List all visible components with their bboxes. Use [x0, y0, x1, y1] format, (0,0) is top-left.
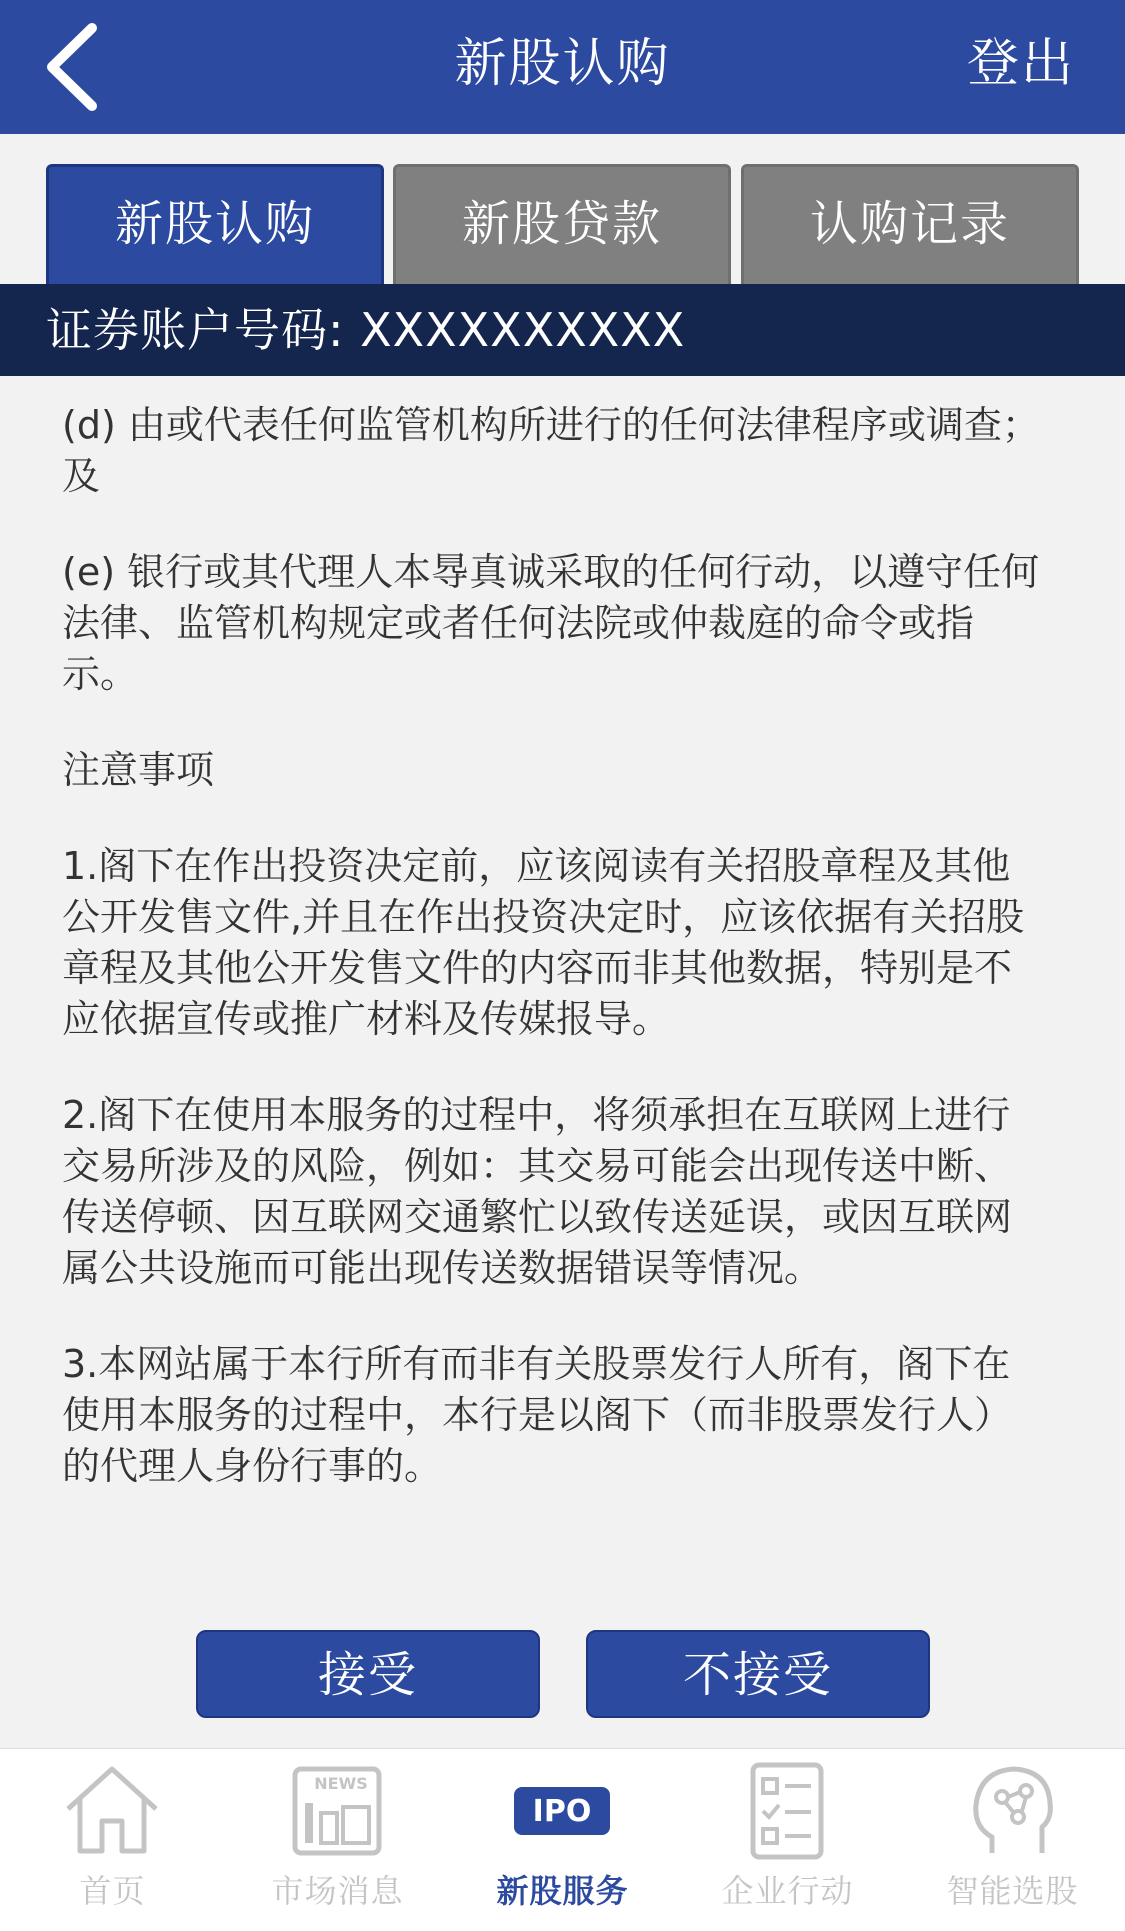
tabbar-item-ipo-service[interactable] [450, 1749, 675, 1931]
account-bar [0, 284, 1125, 376]
tabbar-label: 新股服务 [496, 1872, 629, 1910]
tabbar-label: 首页 [79, 1872, 146, 1910]
terms-paragraph: (e) 银行或其代理人本䙷真诚采取的任何行动，以遵守任何法律、监管机构规定或者任何法院或仲裁庭的命令或指示。 [62, 550, 1040, 696]
terms-paragraph: (d) 由或代表任何监管机构所进行的任何法律程序或调查；及 [62, 403, 1040, 498]
tabbar-item-smart-stock-picking[interactable] [900, 1749, 1125, 1931]
terms-paragraph: 3.本网站属于本行所有而非有关股票发行人所有，阁下在使用本服务的过程中，本行是以阁下（而非股票发行人）的代理人身份行事的。 [62, 1342, 1013, 1488]
tabbar-item-home[interactable] [0, 1749, 225, 1931]
tab-ipo-subscription[interactable]: 新股认购 [46, 164, 384, 284]
tab-subscription-records[interactable]: 认购记录 [741, 164, 1079, 284]
terms-heading: 注意事项 [62, 748, 215, 792]
ipo-icon-text: IPO [532, 1794, 592, 1829]
tab-ipo-loan[interactable]: 新股贷款 [393, 164, 731, 284]
tab-bar [46, 164, 1079, 284]
checklist-icon [737, 1761, 837, 1861]
page-title: 新股认购 [454, 34, 671, 94]
terms-paragraph: 1.阁下在作出投资决定前，应该阅读有关招股章程及其他公开发售文件,并且在作出投资决定时，应该依据有关招股章程及其他公开发售文件的内容而非其他数据，特别是不应依据宣传或推广材料及传媒报导。 [62, 844, 1025, 1041]
ai-head-icon [962, 1761, 1062, 1861]
home-icon [62, 1761, 162, 1861]
news-icon-text: NEWS [314, 1774, 368, 1793]
tabbar-item-market-news[interactable] [225, 1749, 450, 1931]
tabbar-label: 企业行动 [721, 1872, 854, 1910]
tabbar-label: 智能选股 [946, 1872, 1079, 1910]
account-number: XXXXXXXXXX [360, 303, 686, 357]
news-icon [287, 1761, 387, 1861]
app-header [0, 0, 1125, 134]
terms-content [62, 400, 1042, 1537]
tabbar-label: 市场消息 [271, 1872, 404, 1910]
terms-paragraph: 2.阁下在使用本服务的过程中，将须承担在互联网上进行交易所涉及的风险，例如：其交易可能会出现传送中断、传送停顿、因互联网交通繁忙以致传送延误，或因互联网属公共设施而可能出现传送数据错误等情况。 [62, 1093, 1013, 1290]
bottom-tab-bar [0, 1748, 1125, 1931]
tabbar-item-corporate-action[interactable] [675, 1749, 900, 1931]
logout-button[interactable]: 登出 [966, 34, 1075, 94]
account-label: 证券账户号码: [46, 303, 345, 357]
accept-button[interactable]: 接受 [196, 1630, 540, 1718]
ipo-icon [512, 1761, 612, 1861]
reject-button[interactable]: 不接受 [586, 1630, 930, 1718]
